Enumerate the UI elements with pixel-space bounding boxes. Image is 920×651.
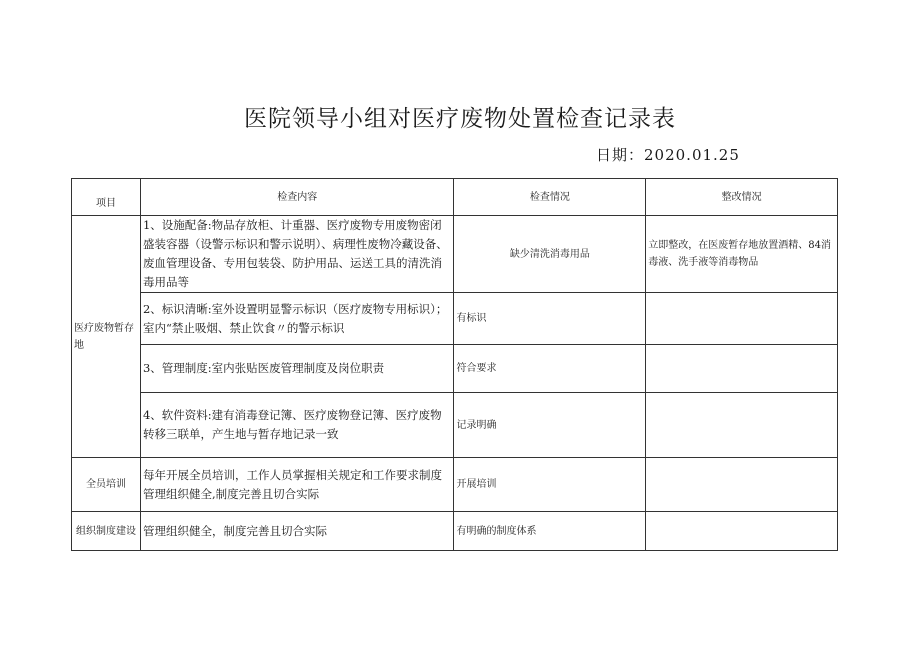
table-row bbox=[72, 393, 838, 458]
storage-row-4-content: 4、软件资料:建有消毒登记簿、医疗废物登记簿、医疗废物转移三联单，产生地与暂存地记录一致 bbox=[140, 393, 454, 458]
section-training-name: 全员培训 bbox=[72, 458, 141, 512]
storage-row-1-rectification: 立即整改，在医废暂存地放置酒精、84消毒液、洗手液等消毒物品 bbox=[646, 216, 838, 293]
table-row bbox=[72, 512, 838, 551]
system-content: 管理组织健全，制度完善且切合实际 bbox=[140, 512, 454, 551]
storage-row-2-rectification bbox=[646, 293, 838, 345]
section-system-name: 组织制度建设 bbox=[72, 512, 141, 551]
system-rectification bbox=[646, 512, 838, 551]
table-row bbox=[72, 345, 838, 393]
header-situation: 检查情况 bbox=[454, 179, 646, 216]
storage-row-1-content: 1、设施配备:物品存放柜、计重器、医疗废物专用废物密闭盛装容器（设警示标识和警示说明）、病理性废物冷藏设备、废血管理设备、专用包装袋、防护用品、运送工具的清洗消毒用品等 bbox=[140, 216, 454, 293]
storage-row-2-content: 2、标识清晰:室外设置明显警示标识（医疗废物专用标识）；室内“禁止吸烟、禁止饮食〃的警示标识 bbox=[140, 293, 454, 345]
storage-row-1-situation: 缺少清洗消毒用品 bbox=[454, 216, 646, 293]
header-content: 检查内容 bbox=[140, 179, 454, 216]
section-storage-name: 医疗废物暂存地 bbox=[72, 216, 141, 458]
storage-row-3-rectification bbox=[646, 345, 838, 393]
table-row bbox=[72, 216, 838, 293]
inspection-table bbox=[71, 178, 838, 551]
table-row bbox=[72, 293, 838, 345]
storage-row-4-rectification bbox=[646, 393, 838, 458]
page-title: 医院领导小组对医疗废物处置检查记录表 bbox=[244, 106, 676, 132]
system-situation: 有明确的制度体系 bbox=[454, 512, 646, 551]
training-situation: 开展培训 bbox=[454, 458, 646, 512]
storage-row-3-content: 3、管理制度:室内张贴医废管理制度及岗位职责 bbox=[140, 345, 454, 393]
table-header-row bbox=[72, 179, 838, 216]
table-row bbox=[72, 458, 838, 512]
storage-row-3-situation: 符合要求 bbox=[454, 345, 646, 393]
header-item: 项目 bbox=[72, 179, 141, 216]
training-rectification bbox=[646, 458, 838, 512]
storage-row-2-situation: 有标识 bbox=[454, 293, 646, 345]
storage-row-4-situation: 记录明确 bbox=[454, 393, 646, 458]
training-content: 每年开展全员培训，工作人员掌握相关规定和工作要求制度管理组织健全,制度完善且切合实际 bbox=[140, 458, 454, 512]
header-rectification: 整改情况 bbox=[646, 179, 838, 216]
date-label: 日期：2020.01.25 bbox=[596, 146, 740, 164]
